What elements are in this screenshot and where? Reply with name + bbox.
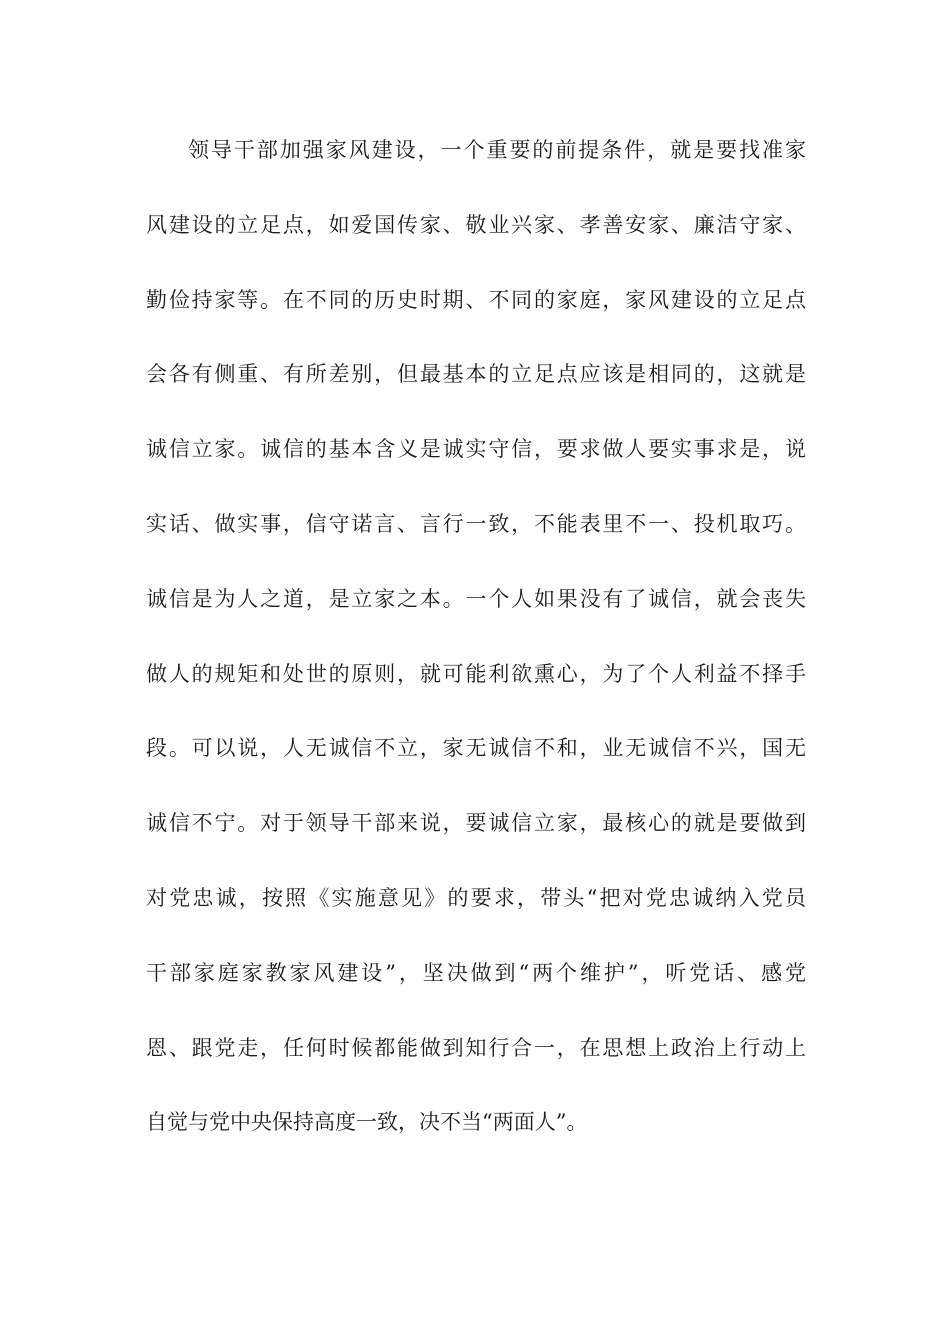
paragraph-line: 自觉与党中央保持高度一致，决不当“两面人”。: [146, 1110, 588, 1135]
paragraph-line: 干部家庭家教家风建设”，坚决做到“两个维护”，听党话、感党: [146, 960, 806, 985]
paragraph-line: 对党忠诚，按照《实施意见》的要求，带头“把对党忠诚纳入党员: [146, 885, 806, 910]
paragraph-line: 风建设的立足点，如爱国传家、敬业兴家、孝善安家、廉洁守家、: [146, 212, 806, 237]
paragraph-line: 勤俭持家等。在不同的历史时期、不同的家庭，家风建设的立足点: [146, 287, 806, 312]
paragraph-line: 诚信不宁。对于领导干部来说，要诚信立家，最核心的就是要做到: [146, 811, 806, 836]
paragraph-line: 恩、跟党走，任何时候都能做到知行合一，在思想上政治上行动上: [146, 1035, 806, 1060]
body-paragraph: [146, 126, 806, 1173]
paragraph-line: 段。可以说，人无诚信不立，家无诚信不和，业无诚信不兴，国无: [146, 736, 806, 761]
paragraph-line: 领导干部加强家风建设，一个重要的前提条件，就是要找准家: [188, 138, 806, 162]
paragraph-line: 做人的规矩和处世的原则，就可能利欲熏心，为了个人利益不择手: [146, 661, 806, 686]
paragraph-line: 实话、做实事，信守诺言、言行一致，不能表里不一、投机取巧。: [146, 511, 806, 536]
paragraph-line: 会各有侧重、有所差别，但最基本的立足点应该是相同的，这就是: [146, 362, 806, 387]
paragraph-line: 诚信立家。诚信的基本含义是诚实守信，要求做人要实事求是，说: [146, 437, 806, 462]
paragraph-line: 诚信是为人之道，是立家之本。一个人如果没有了诚信，就会丧失: [146, 586, 806, 611]
